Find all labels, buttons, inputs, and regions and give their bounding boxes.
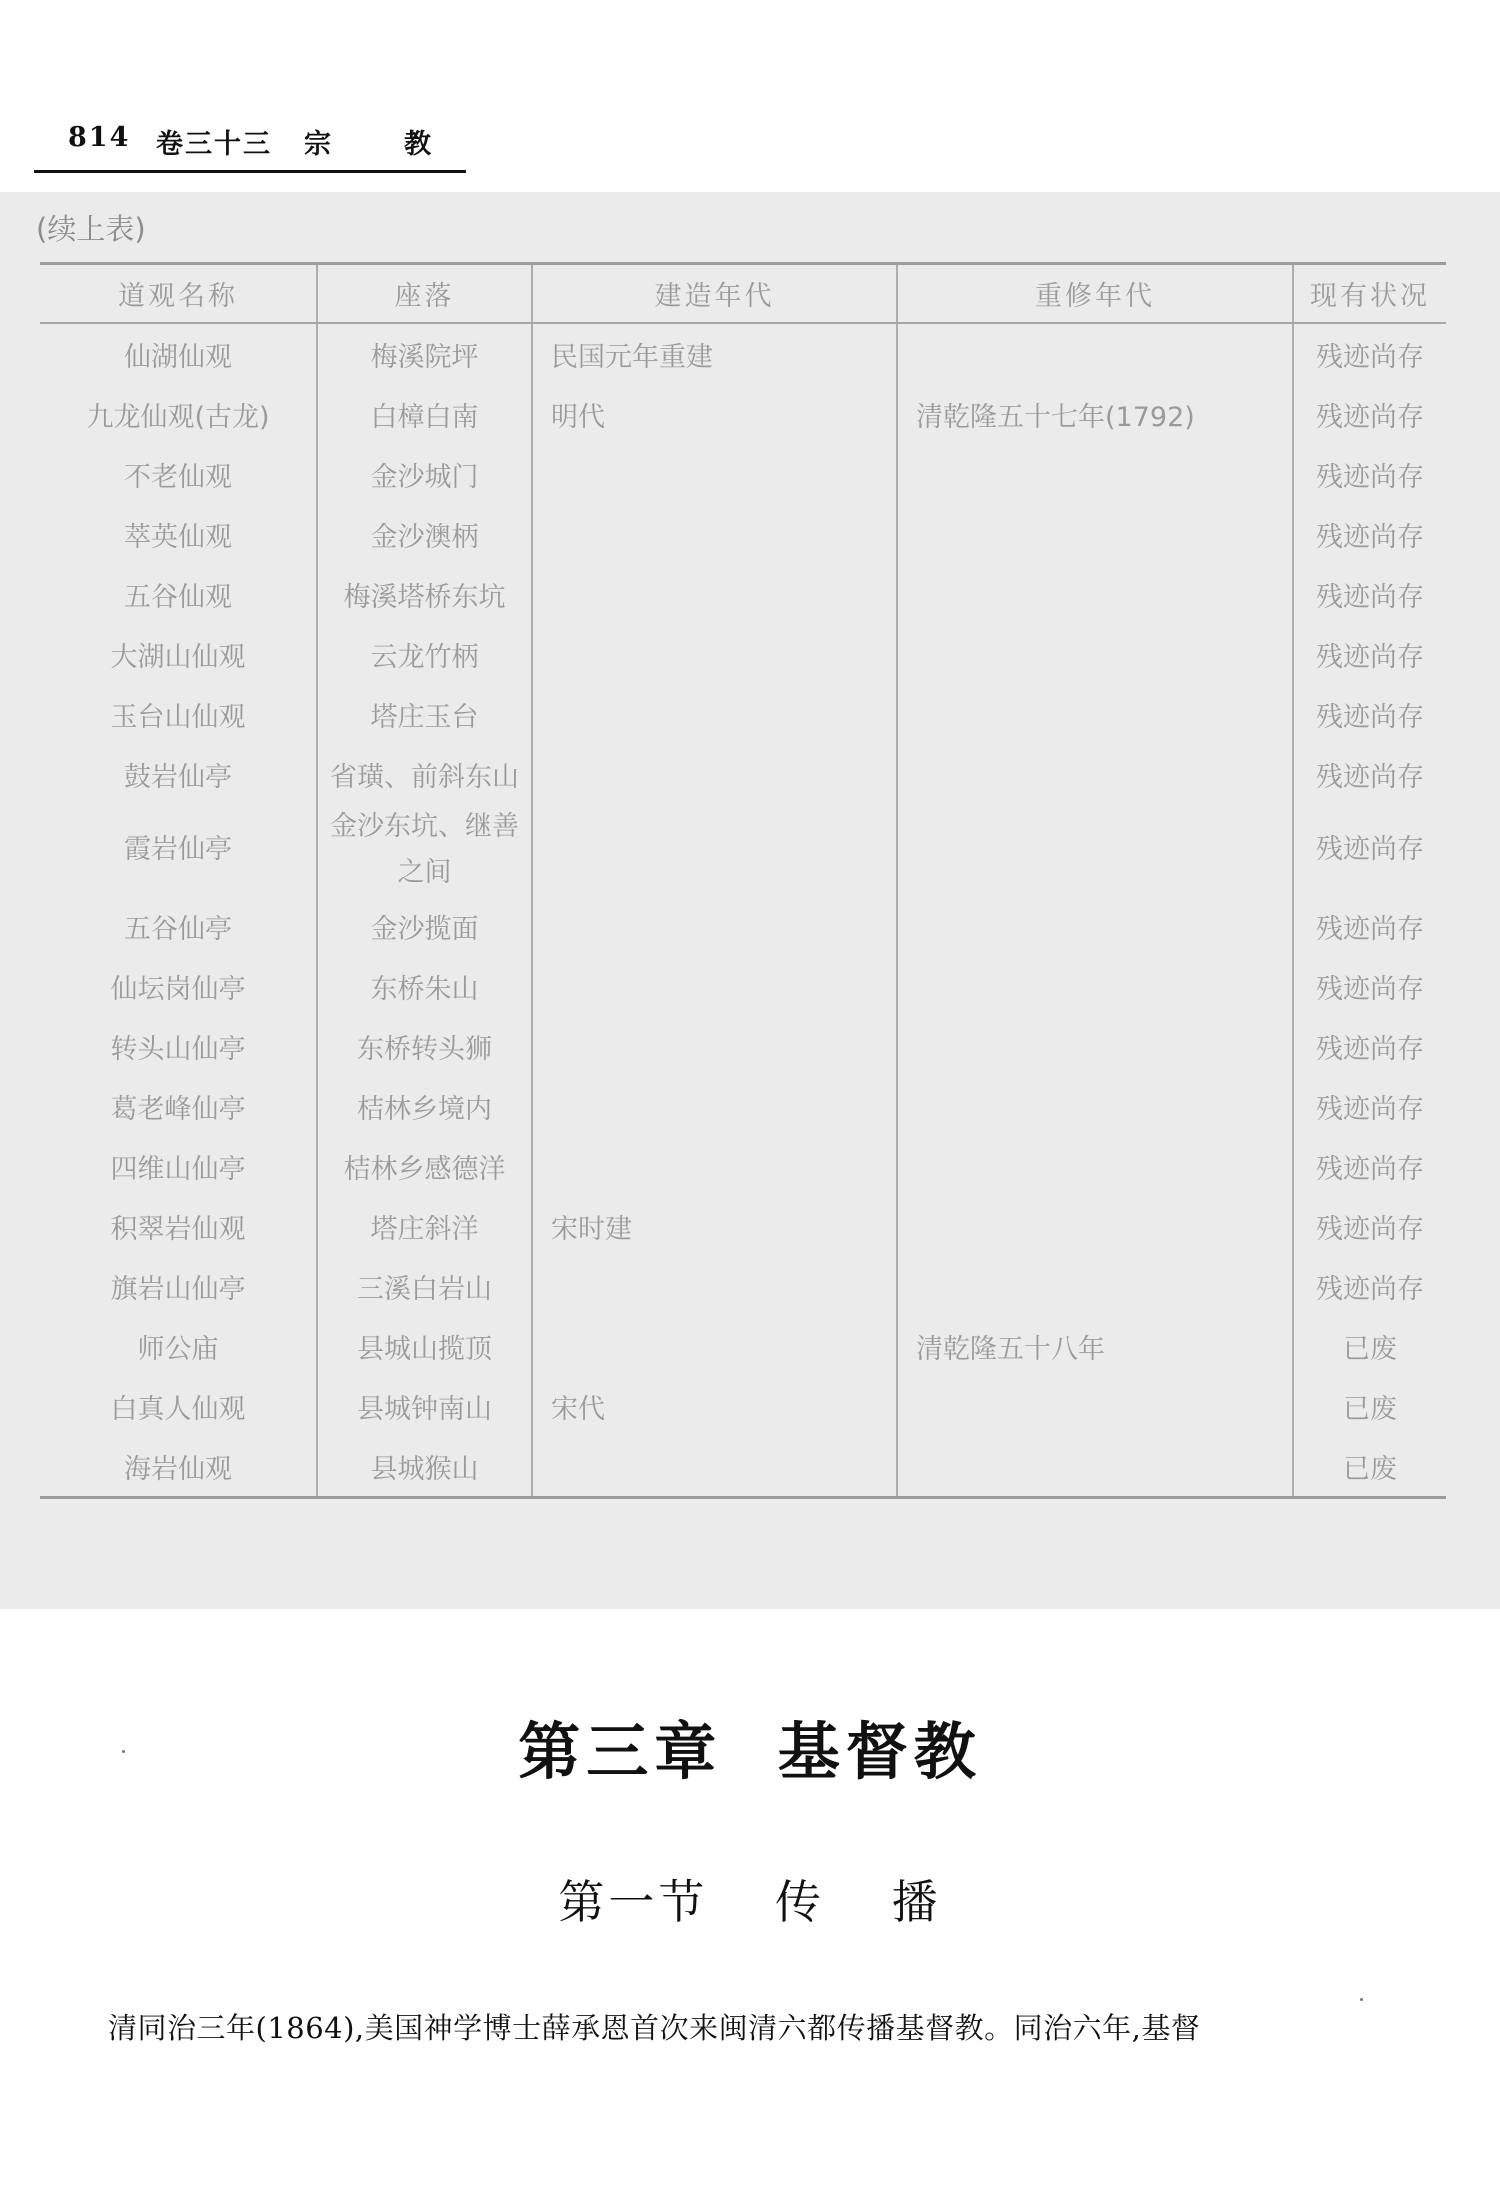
column-header: 道观名称: [40, 264, 317, 324]
table-cell: [897, 804, 1293, 896]
table-cell: 师公庙: [137, 1333, 219, 1365]
table-cell: [897, 1016, 1293, 1076]
table-cell: 残迹尚存: [1293, 1256, 1446, 1316]
running-header: [34, 118, 466, 173]
table-cell: [897, 323, 1293, 384]
table-cell: 金沙澳柄: [317, 504, 532, 564]
table-cell: [532, 564, 897, 624]
table-cell: 已废: [1293, 1436, 1446, 1498]
table-cell: 桔林乡感德洋: [317, 1136, 532, 1196]
table-cell: [532, 1256, 897, 1316]
table-cell: 四维山仙亭: [110, 1153, 246, 1185]
table-cell: 残迹尚存: [1293, 564, 1446, 624]
table-cell: [897, 1376, 1293, 1436]
table-cell: [532, 444, 897, 504]
table-cell: 残迹尚存: [1293, 1076, 1446, 1136]
table-cell: [532, 624, 897, 684]
table-cell: 已废: [1293, 1316, 1446, 1376]
table-cell: 旗岩山仙亭: [110, 1273, 246, 1305]
table-cell: [532, 1316, 897, 1376]
table-cell: 残迹尚存: [1293, 384, 1446, 444]
table-cell: [897, 444, 1293, 504]
table-cell: [532, 504, 897, 564]
table-cell: 残迹尚存: [1293, 804, 1446, 896]
table-cell: 残迹尚存: [1293, 323, 1446, 384]
table-row: [40, 504, 1446, 564]
table-cell: 残迹尚存: [1293, 444, 1446, 504]
table-row: [40, 1316, 1446, 1376]
table-cell: 残迹尚存: [1293, 956, 1446, 1016]
table-cell: 东桥转头狮: [317, 1016, 532, 1076]
table-cell: 五谷仙观: [124, 581, 232, 613]
volume-label: 卷三十三: [156, 129, 272, 160]
table-cell: [532, 1076, 897, 1136]
chapter-title: 第三章 基督教: [518, 1715, 982, 1788]
table-cell: 残迹尚存: [1293, 896, 1446, 956]
column-header: 现有状况: [1293, 264, 1446, 324]
table-row: [40, 323, 1446, 384]
table-cell: [897, 1196, 1293, 1256]
table-cell: 白真人仙观: [110, 1393, 246, 1425]
table-row: [40, 444, 1446, 504]
table-row: [40, 564, 1446, 624]
speck: [1360, 1998, 1363, 2001]
table-row: [40, 956, 1446, 1016]
table-body: [40, 323, 1446, 1498]
table-cell: 梅溪院坪: [317, 323, 532, 384]
table-cell: [532, 1436, 897, 1498]
column-header: 座落: [317, 264, 532, 324]
table-cell: 仙坛岗仙亭: [110, 973, 246, 1005]
taoist-temples-table: [40, 262, 1446, 1499]
table-cell: 残迹尚存: [1293, 624, 1446, 684]
table-cell: 葛老峰仙亭: [110, 1093, 246, 1125]
table-row: [40, 1196, 1446, 1256]
table-row: [40, 384, 1446, 444]
table-cell: [897, 504, 1293, 564]
table-row: [40, 1076, 1446, 1136]
table-cell: 宋时建: [532, 1196, 897, 1256]
table-cell: 玉台山仙观: [110, 701, 246, 733]
table-cell: [897, 1436, 1293, 1498]
table-cell: 白樟白南: [317, 384, 532, 444]
table-cell: 塔庄玉台: [317, 684, 532, 744]
volume-subject-part1: 宗: [304, 129, 333, 160]
table-cell: 县城钟南山: [317, 1376, 532, 1436]
table-cell: [532, 684, 897, 744]
column-header: 建造年代: [532, 264, 897, 324]
table-cell: 县城山揽顶: [317, 1316, 532, 1376]
table-cell: 大湖山仙观: [110, 641, 246, 673]
table-cell: 清乾隆五十七年(1792): [897, 384, 1293, 444]
table-cell: 萃英仙观: [124, 521, 232, 553]
table-cell: 积翠岩仙观: [110, 1213, 246, 1245]
table-row: [40, 804, 1446, 896]
table-cell: 残迹尚存: [1293, 504, 1446, 564]
table-cell: [897, 744, 1293, 804]
table-row: [40, 1376, 1446, 1436]
table-row: [40, 896, 1446, 956]
table-row: [40, 1136, 1446, 1196]
table-cell: [897, 684, 1293, 744]
table-cell: 已废: [1293, 1376, 1446, 1436]
table-header-row: [40, 264, 1446, 324]
continued-label: (续上表): [36, 212, 146, 246]
table-cell: [897, 1256, 1293, 1316]
table-cell: [897, 624, 1293, 684]
table-cell: 海岩仙观: [124, 1453, 232, 1485]
body-paragraph: 清同治三年(1864),美国神学博士薛承恩首次来闽清六都传播基督教。同治六年,基督: [108, 2011, 1201, 2045]
table-cell: 梅溪塔桥东坑: [317, 564, 532, 624]
table-cell: 桔林乡境内: [317, 1076, 532, 1136]
table-cell: 清乾隆五十八年: [897, 1316, 1293, 1376]
table-cell: 云龙竹柄: [317, 624, 532, 684]
table-cell: 不老仙观: [124, 461, 232, 493]
table-row: [40, 1016, 1446, 1076]
table-row: [40, 624, 1446, 684]
table-cell: 仙湖仙观: [124, 341, 232, 373]
table-cell: 塔庄斜洋: [317, 1196, 532, 1256]
table-cell: 民国元年重建: [532, 323, 897, 384]
table-cell: 残迹尚存: [1293, 1136, 1446, 1196]
table-cell: [532, 896, 897, 956]
volume-subject-part2: 教: [404, 129, 433, 160]
table-cell: 残迹尚存: [1293, 1016, 1446, 1076]
table-cell: [532, 744, 897, 804]
table-cell: [897, 1136, 1293, 1196]
speck: [122, 1750, 125, 1753]
table-cell: 金沙东坑、继善之间: [317, 804, 532, 896]
table-row: [40, 1436, 1446, 1498]
table-cell: [897, 564, 1293, 624]
table-cell: 残迹尚存: [1293, 744, 1446, 804]
table-cell: 九龙仙观(古龙): [86, 401, 270, 433]
table-cell: 金沙城门: [317, 444, 532, 504]
table-cell: [532, 1016, 897, 1076]
section-title: 第一节 传 播: [558, 1875, 942, 1929]
table-cell: 残迹尚存: [1293, 684, 1446, 744]
table-cell: [897, 1076, 1293, 1136]
table-cell: 五谷仙亭: [124, 913, 232, 945]
column-header: 重修年代: [897, 264, 1293, 324]
table-cell: [532, 956, 897, 1016]
table-cell: 县城猴山: [317, 1436, 532, 1498]
table-cell: 东桥朱山: [317, 956, 532, 1016]
table-row: [40, 1256, 1446, 1316]
table-cell: 金沙揽面: [317, 896, 532, 956]
table-cell: [897, 896, 1293, 956]
table-cell: [532, 1136, 897, 1196]
page-number: 814: [68, 122, 131, 153]
table-cell: 省璜、前斜东山: [317, 744, 532, 804]
table-cell: 霞岩仙亭: [124, 834, 232, 865]
table-cell: [897, 956, 1293, 1016]
table-cell: [532, 804, 897, 896]
table-cell: 残迹尚存: [1293, 1196, 1446, 1256]
table-row: [40, 744, 1446, 804]
table-row: [40, 684, 1446, 744]
table-cell: 转头山仙亭: [110, 1033, 246, 1065]
table-cell: 三溪白岩山: [317, 1256, 532, 1316]
table-cell: 鼓岩仙亭: [124, 761, 232, 793]
table-cell: 明代: [532, 384, 897, 444]
table-cell: 宋代: [532, 1376, 897, 1436]
